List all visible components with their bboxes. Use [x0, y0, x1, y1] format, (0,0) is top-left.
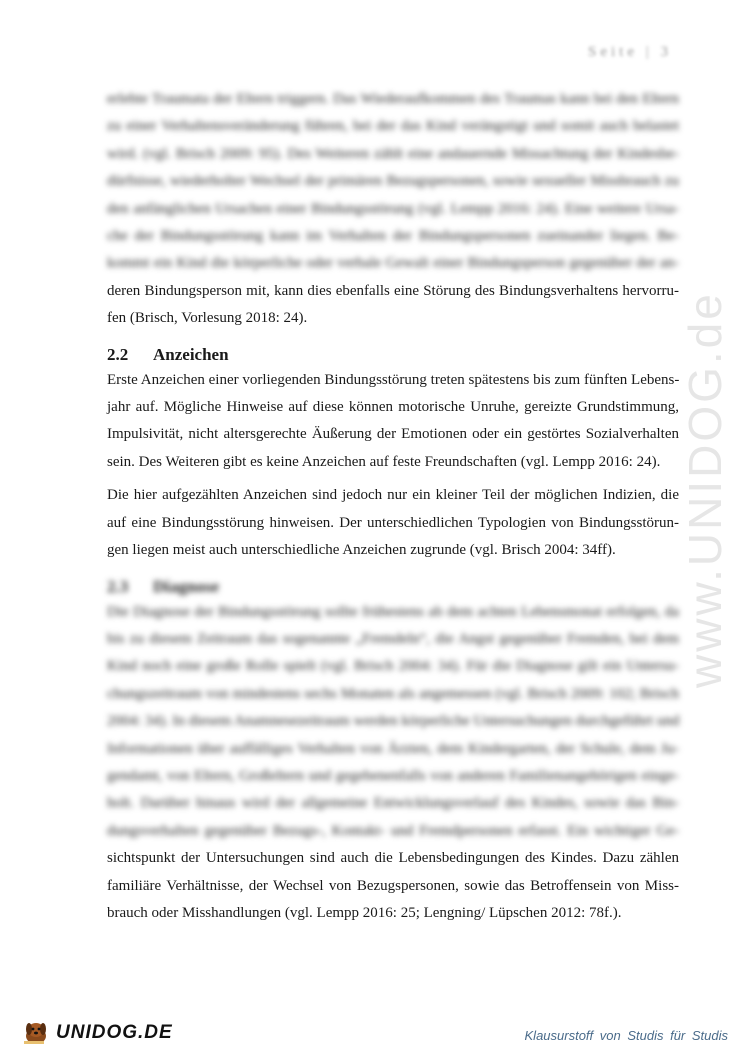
text-line: erlebte Traumata der Eltern triggern. Das Wiederaufkommen des Traumas kann bei den Eltern — [107, 91, 679, 107]
text-line: Impulsivität, nicht altersgerechte Äußerung der Emotionen oder ein gestörtes Sozialverhalten — [107, 426, 679, 443]
section-2-1-continuation — [107, 86, 679, 333]
section-2-2-paragraph-2 — [107, 482, 679, 564]
section-title: Anzeichen — [153, 344, 229, 364]
text-line: zu einer Verhaltensveränderung führen, bei der das Kind verängstigt und somit auch belastet — [107, 118, 679, 135]
text-line: Die Diagnose der Bindungsstörung sollte frühestens ab dem achten Lebensmonat erfolgen, da — [107, 603, 679, 620]
logo-text: UNIDOG.DE — [56, 1022, 173, 1043]
text-line: Die hier aufgezählten Anzeichen sind jedoch nur ein kleiner Teil der möglichen Indizien, die — [107, 487, 679, 504]
document-body — [107, 86, 679, 927]
text-line: gen liegen meist auch unterschiedliche Anzeichen zugrunde (vgl. Brisch 2004: 34ff). — [107, 542, 616, 559]
text-line: sein. Des Weiteren gibt es keine Anzeichen auf feste Freundschaften (vgl. Lempp 2016: 24). — [107, 453, 661, 470]
text-line: auf eine Bindungsstörung hinweisen. Der unterschiedlichen Typologien von Bindungsstörun- — [107, 514, 679, 531]
text-line: brauch oder Misshandlungen (vgl. Lempp 2016: 25; Lengning/ Lüpschen 2012: 78f.). — [107, 904, 622, 921]
section-number: 2.2 — [107, 344, 129, 364]
watermark: www.UNIDOG.de — [679, 291, 731, 689]
text-line: familiäre Verhältnisse, der Wechsel von Bezugspersonen, sowie das Betroffensein von Miss- — [107, 877, 679, 894]
section-number: 2.3 — [107, 576, 129, 596]
text-line: kommt ein Kind die körperliche oder verbale Gewalt einer Bindungsperson gegenüber der an- — [107, 255, 679, 272]
text-line: Informationen über auffälliges Verhalten von Ärzten, dem Kindergarten, der Schule, dem Ju- — [107, 740, 679, 757]
text-line: dürfnisse, wiederholter Wechsel der primären Bezugspersonen, sowie sexueller Missbrauch zu — [107, 173, 679, 190]
text-line: sichtspunkt der Untersuchungen sind auch die Lebensbedingungen des Kindes. Dazu zählen — [107, 850, 679, 867]
blurred-text-block — [107, 599, 679, 846]
footer-logo — [22, 1020, 173, 1046]
section-heading-2-3 — [107, 575, 679, 599]
text-line: bis zu diesem Zeitraum das sogenannte „Fremdeln“, die Angst gegenüber Fremden, bei dem — [107, 630, 679, 647]
text-line: holt. Darüber hinaus wird der allgemeine Entwicklungsverlauf des Kindes, sowie das Bin- — [107, 795, 679, 812]
text-line: fen (Brisch, Vorlesung 2018: 24). — [107, 310, 308, 327]
section-2-3-paragraph — [107, 599, 679, 928]
blurred-text-block — [107, 86, 679, 278]
footer-tagline: Klausurstoff von Studis für Studis — [524, 1028, 728, 1043]
section-heading-2-2 — [107, 343, 679, 367]
text-line: den anfänglichen Ursachen einer Bindungsstörung (vgl. Lempp 2016: 24). Eine weitere Ursa- — [107, 200, 679, 217]
dog-mascot-icon — [22, 1020, 52, 1046]
section-2-2-paragraph-1 — [107, 367, 679, 477]
text-line: Kind noch eine große Rolle spielt (vgl. Brisch 2004: 34). Für die Diagnose gilt ein Untersu- — [107, 658, 679, 675]
text-line: 2004: 34). In diesem Anamnesezeitraum werden körperliche Untersuchungen durchgeführt und — [107, 713, 680, 730]
text-line: che der Bindungsstörung kann im Verhalten der Bindungspersonen zueinander liegen. Be- — [107, 228, 679, 245]
section-title: Diagnose — [153, 576, 220, 596]
text-line: dungsverhalten gegenüber Bezugs-, Kontakt- und Fremdpersonen erfasst. Ein wichtiger Ge- — [107, 822, 679, 839]
text-line: gendamt, von Eltern, Großeltern und gegebenenfalls von anderen Familienangehörigen einge- — [107, 767, 679, 784]
text-line: Erste Anzeichen einer vorliegenden Bindungsstörung treten spätestens bis zum fünften Lebens- — [107, 371, 680, 388]
text-line: jahr auf. Mögliche Hinweise auf diese können motorische Unruhe, gereizte Grundstimmung, — [107, 399, 679, 416]
text-line: wird. (vgl. Brisch 2009: 95). Des Weiteren zählt eine andauernde Missachtung der Kindesbe- — [107, 145, 679, 162]
page-number: Seite | 3 — [588, 44, 672, 60]
text-line: deren Bindungsperson mit, kann dies ebenfalls eine Störung des Bindungsverhaltens hervorru- — [107, 282, 679, 299]
text-line: chungszeitraum von mindestens sechs Monaten als angemessen (vgl. Brisch 2009: 102; Brisch — [107, 685, 679, 702]
